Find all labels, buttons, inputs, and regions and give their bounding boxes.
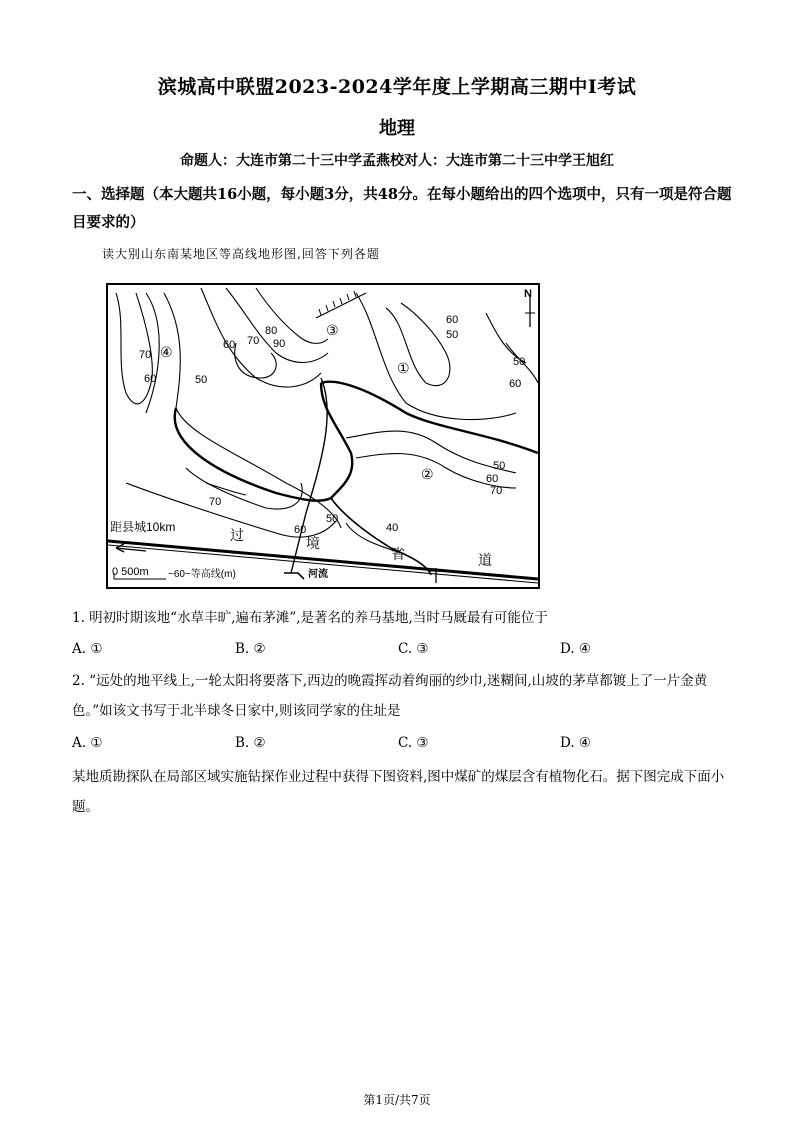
exam-title: 滨城高中联盟2023-2024学年度上学期高三期中Ⅰ考试 — [157, 76, 637, 98]
contour-label: 50 — [446, 329, 459, 341]
option-d[interactable]: D. ④ — [560, 641, 592, 657]
contour-label: 60 — [446, 314, 459, 326]
author-line: 命题人：大连市第二十三中学孟燕校对人：大连市第二十三中学王旭红 — [180, 153, 614, 169]
legend-river: 河流 — [308, 569, 328, 580]
subject-title: 地理 — [379, 118, 415, 139]
option-a[interactable]: A. ① — [72, 735, 103, 751]
road-char: 境 — [306, 535, 320, 551]
option-a[interactable]: A. ① — [72, 641, 103, 657]
contour-label: 50 — [513, 356, 526, 368]
road-char: 道 — [478, 552, 492, 568]
question-intro: 读大别山东南某地区等高线地形图,回答下列各题 — [102, 247, 380, 261]
page-number: 第1页/共7页 — [363, 1093, 431, 1107]
legend-contour: ~60~等高线(m) — [168, 569, 236, 580]
contour-label: 90 — [273, 338, 286, 350]
legend-scale: 0 500m — [112, 566, 149, 578]
marker-2: ② — [421, 466, 434, 482]
contour-label: 70 — [247, 335, 260, 347]
option-c[interactable]: C. ③ — [398, 735, 429, 751]
contour-label: 60 — [509, 378, 522, 390]
road-char: 省 — [391, 546, 405, 562]
section-heading: 一、选择题（本大题共16小题，每小题3分，共48分。在每小题给出的四个选项中，只有一项是符合题目要求的） — [72, 186, 732, 231]
contour-label: 50 — [493, 460, 506, 472]
contour-label: 50 — [326, 513, 339, 525]
option-d[interactable]: D. ④ — [560, 735, 592, 751]
contour-label: 60 — [144, 373, 157, 385]
road-char: 过 — [230, 527, 244, 543]
contour-label: 70 — [490, 485, 503, 497]
contour-label: 40 — [386, 522, 399, 534]
marker-1: ① — [397, 360, 410, 376]
map-frame — [107, 284, 539, 588]
distance-label: 距县城10km — [110, 520, 176, 534]
marker-4: ④ — [160, 344, 173, 360]
contour-label: 50 — [195, 374, 208, 386]
contour-label: 60 — [486, 473, 499, 485]
option-b[interactable]: B. ② — [235, 641, 266, 657]
contour-label: 60 — [223, 339, 236, 351]
option-b[interactable]: B. ② — [235, 735, 266, 751]
north-label: N — [524, 288, 532, 300]
option-c[interactable]: C. ③ — [398, 641, 429, 657]
contour-map — [106, 283, 540, 589]
contour-label: 80 — [265, 325, 278, 337]
question-intro-2: 某地质勘探队在局部区域实施钻探作业过程中获得下图资料,图中煤矿的煤层含有植物化石。据下图完成下面小题。 — [72, 769, 725, 815]
contour-label: 70 — [139, 349, 152, 361]
marker-3: ③ — [326, 322, 339, 338]
question-2-options — [72, 728, 732, 758]
question-2-stem: 2. “远处的地平线上,一轮太阳将要落下,西边的晚霞挥动着绚丽的纱巾,迷糊间,山坡的茅草都镀上了一片金黄色。”如该文书写于北半球冬日家中,则该同学家的住址是 — [72, 673, 708, 719]
contour-label: 60 — [294, 524, 307, 536]
contour-label: 70 — [209, 496, 222, 508]
question-1-stem: 1. 明初时期该地“水草丰旷,遍布茅滩”,是著名的养马基地,当时马厩最有可能位于 — [72, 610, 548, 626]
question-1-options — [72, 634, 732, 664]
